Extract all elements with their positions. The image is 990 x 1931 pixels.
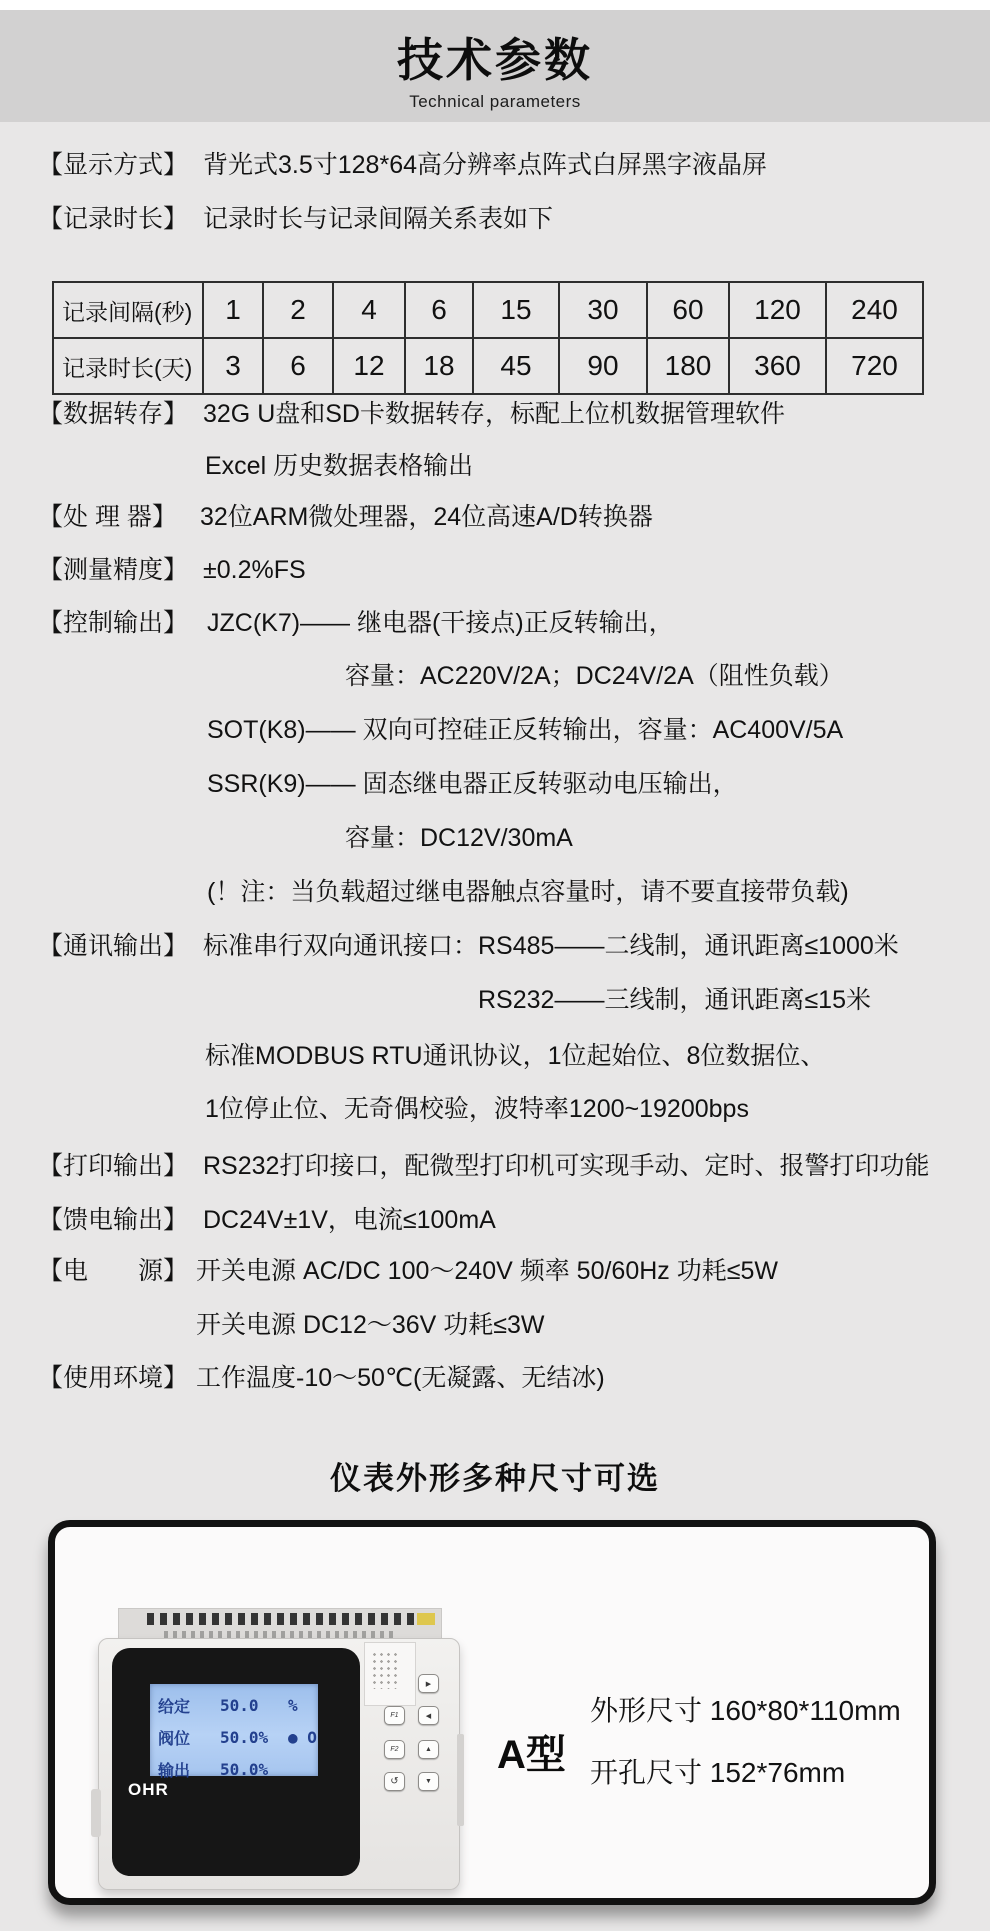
table-cell: 30: [559, 282, 647, 338]
f2-button: F2: [384, 1740, 405, 1759]
table-cell: 360: [729, 338, 826, 394]
dimension-cutout: 开孔尺寸 152*76mm: [590, 1757, 846, 1788]
device-card: [48, 1520, 936, 1905]
lcd-line-name: 给定: [158, 1696, 191, 1716]
spec-text-comm-3: 标准MODBUS RTU通讯协议，1位起始位、8位数据位、: [205, 1042, 826, 1070]
f1-button: F1: [384, 1706, 405, 1725]
lcd-row: [158, 1724, 318, 1750]
spec-text-print-output: RS232打印接口，配微型打印机可实现手动、定时、报警打印功能: [203, 1152, 930, 1180]
spec-label-print-output: 【打印输出】: [38, 1152, 189, 1180]
left-arrow-button: ◀: [418, 1706, 439, 1725]
device-side-tab: [91, 1789, 101, 1837]
brand-logo: OHR: [128, 1780, 169, 1799]
table-cell: 2: [263, 282, 333, 338]
lcd-line-value: 50.0%: [220, 1759, 269, 1779]
spec-text-power-2: 开关电源 DC12～36V 功耗≤3W: [196, 1311, 545, 1339]
section-title: 仪表外形多种尺寸可选: [330, 1461, 660, 1496]
lcd-line-name: 输出: [158, 1760, 191, 1780]
spec-text-control-6: (！注：当负载超过继电器触点容量时，请不要直接带负载): [207, 878, 849, 906]
power-button: ↺: [384, 1772, 405, 1791]
device-speaker-panel: [364, 1642, 416, 1706]
table-header-interval: 记录间隔(秒): [53, 282, 203, 338]
table-cell: 4: [333, 282, 405, 338]
spec-text-processor: 32位ARM微处理器，24位高速A/D转换器: [200, 503, 653, 531]
table-cell: 15: [473, 282, 559, 338]
spec-text-control-2: 容量：AC220V/2A；DC24V/2A（阻性负载）: [345, 662, 844, 690]
table-cell: 18: [405, 338, 473, 394]
table-cell: 45: [473, 338, 559, 394]
table-cell: 240: [826, 282, 923, 338]
spec-text-record-length: 记录时长与记录间隔关系表如下: [203, 205, 554, 233]
table-cell: 120: [729, 282, 826, 338]
lcd-line-value: 50.0: [220, 1695, 259, 1715]
spec-text-comm-1: 标准串行双向通讯接口：RS485——二线制，通讯距离≤1000米: [203, 932, 899, 960]
spec-label-display: 【显示方式】: [38, 151, 189, 179]
spec-label-data-transfer: 【数据转存】: [38, 400, 189, 428]
spec-text-feed-output: DC24V±1V，电流≤100mA: [203, 1206, 496, 1234]
page-title: 技术参数: [397, 34, 593, 86]
spec-text-power-1: 开关电源 AC/DC 100～240V 频率 50/60Hz 功耗≤5W: [196, 1257, 778, 1285]
device-photo: [98, 1606, 466, 1894]
spec-label-record-length: 【记录时长】: [38, 205, 189, 233]
spec-text-environment: 工作温度-10～50℃(无凝露、无结冰): [196, 1364, 605, 1392]
header-band: [0, 10, 990, 122]
lcd-line-name: 阀位: [158, 1728, 191, 1748]
lcd-line-extra: %: [288, 1695, 298, 1715]
spec-text-comm-2: RS232——三线制，通讯距离≤15米: [478, 986, 871, 1014]
terminal-row: [147, 1613, 415, 1625]
device-lcd-screen: [150, 1684, 318, 1780]
record-table: [52, 281, 924, 395]
right-arrow-button: ▶: [418, 1674, 439, 1693]
lcd-line-extra: ● O: [288, 1727, 317, 1747]
spec-label-environment: 【使用环境】: [38, 1364, 189, 1392]
table-cell: 6: [263, 338, 333, 394]
table-cell: 6: [405, 282, 473, 338]
spec-label-control-output: 【控制输出】: [38, 609, 189, 637]
spec-label-feed-output: 【馈电输出】: [38, 1206, 189, 1234]
table-header-duration: 记录时长(天): [53, 338, 203, 394]
spec-text-control-3: SOT(K8)—— 双向可控硅正反转输出，容量：AC400V/5A: [207, 716, 844, 744]
speaker-grille: [371, 1651, 401, 1689]
spec-label-accuracy: 【测量精度】: [38, 556, 189, 584]
table-cell: 3: [203, 338, 263, 394]
page-subtitle: Technical parameters: [409, 92, 581, 111]
spec-text-accuracy: ±0.2%FS: [203, 556, 306, 584]
table-cell: 12: [333, 338, 405, 394]
table-row-interval: [53, 282, 923, 338]
table-cell: 90: [559, 338, 647, 394]
lcd-line-value: 50.0%: [220, 1727, 269, 1747]
spec-label-power: 【电 源】: [38, 1257, 189, 1285]
device-side-flange: [457, 1734, 464, 1826]
spec-text-comm-4: 1位停止位、无奇偶校验，波特率1200~19200bps: [205, 1095, 749, 1123]
spec-text-data-transfer-2: Excel 历史数据表格输出: [205, 452, 474, 480]
lcd-row: [158, 1756, 318, 1782]
spec-text-control-4: SSR(K9)—— 固态继电器正反转驱动电压输出，: [207, 770, 738, 798]
table-cell: 720: [826, 338, 923, 394]
up-arrow-button: ▲: [418, 1740, 439, 1759]
spec-text-data-transfer: 32G U盘和SD卡数据转存，标配上位机数据管理软件: [203, 400, 785, 428]
lcd-row: [158, 1692, 318, 1718]
spec-text-display: 背光式3.5寸128*64高分辨率点阵式白屏黑字液晶屏: [203, 151, 768, 179]
table-cell: 60: [647, 282, 729, 338]
table-cell: 180: [647, 338, 729, 394]
table-row-duration: [53, 338, 923, 394]
spec-label-comm-output: 【通讯输出】: [38, 932, 189, 960]
table-cell: 1: [203, 282, 263, 338]
dimension-outline: 外形尺寸 160*80*110mm: [590, 1695, 901, 1726]
spec-text-control-1: JZC(K7)—— 继电器(干接点)正反转输出，: [207, 609, 674, 637]
spec-label-processor: 【处 理 器】: [38, 503, 177, 531]
down-arrow-button: ▼: [418, 1772, 439, 1791]
spec-text-control-5: 容量：DC12V/30mA: [345, 824, 573, 852]
terminal-yellow-mark: [417, 1613, 435, 1625]
model-label: A型: [497, 1733, 566, 1777]
